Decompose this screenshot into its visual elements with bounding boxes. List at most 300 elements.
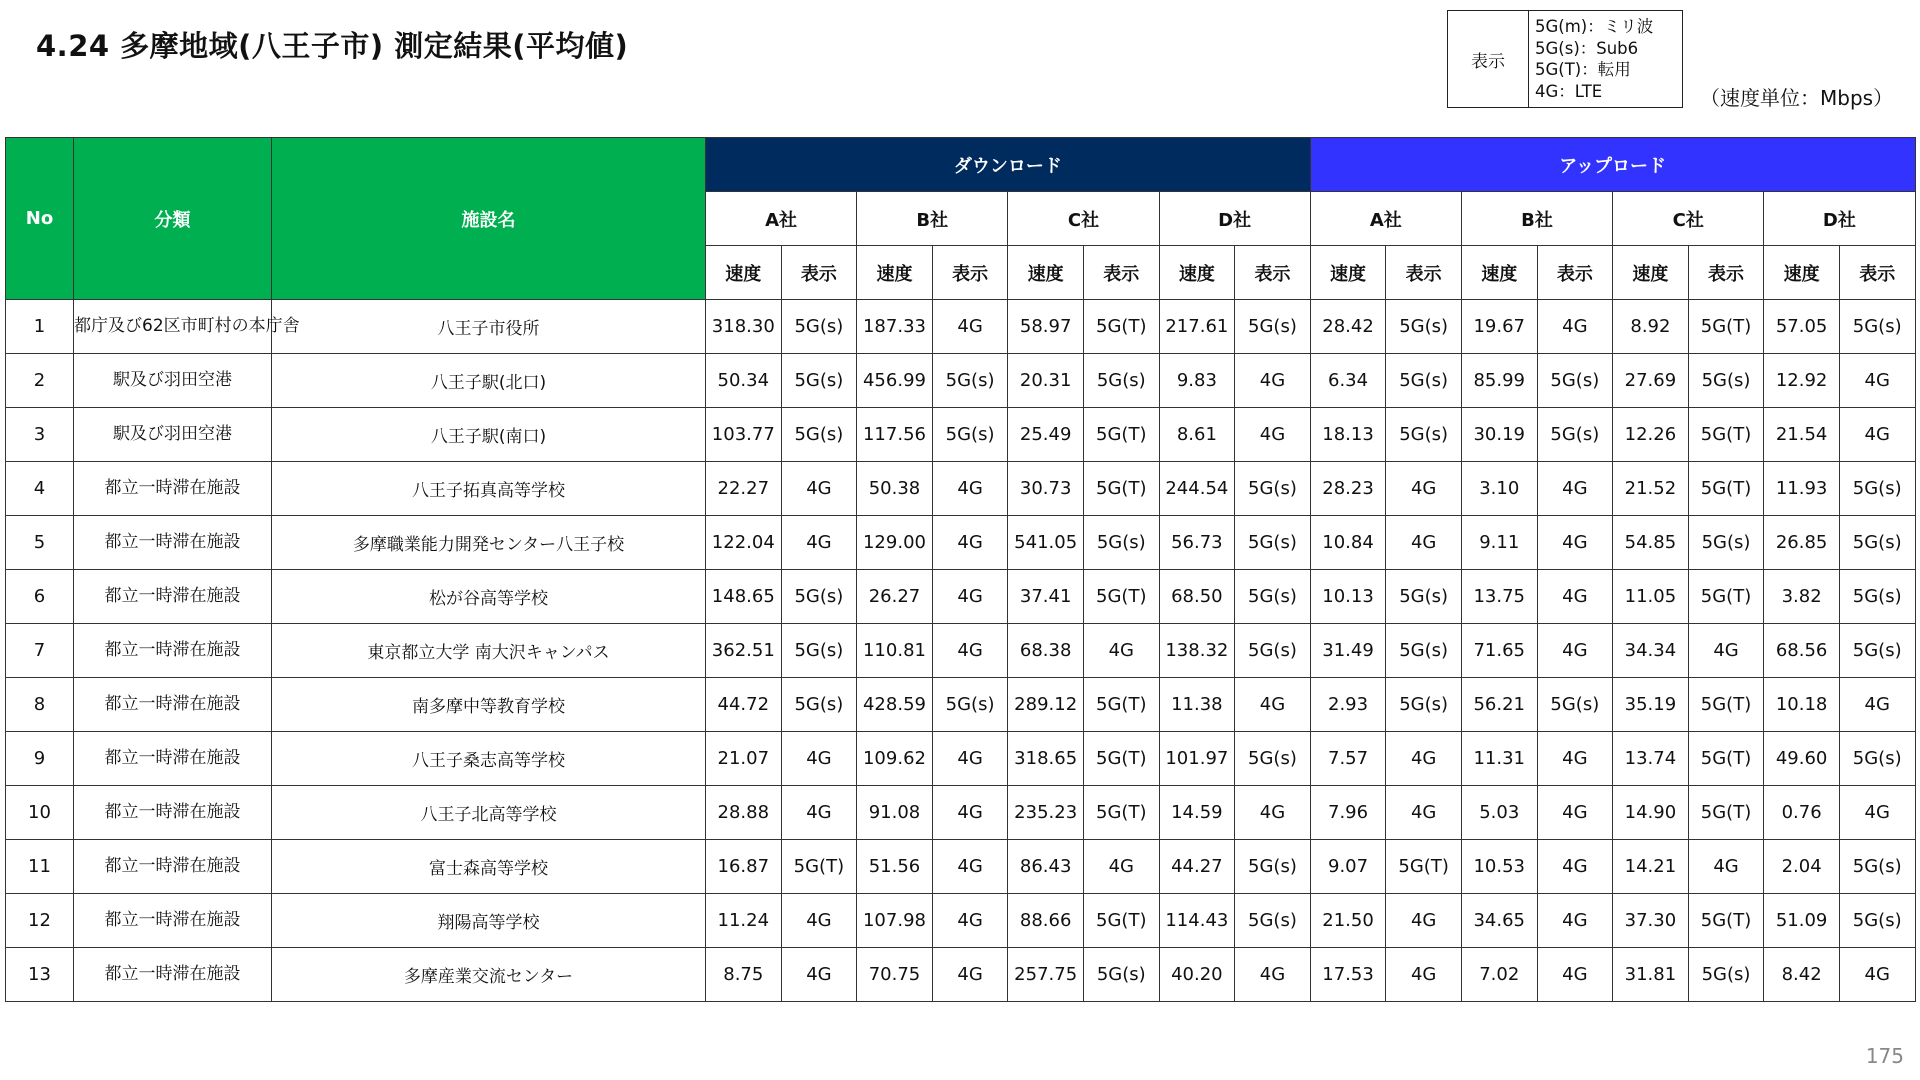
download-display-cell: 5G(s) xyxy=(1235,624,1311,678)
category-cell: 都立一時滞在施設 xyxy=(74,624,272,678)
upload-display-cell: 4G xyxy=(1537,732,1613,786)
table-row xyxy=(6,354,1916,408)
facility-name-cell: 東京都立大学 南大沢キャンパス xyxy=(272,624,706,678)
download-display-cell: 4G xyxy=(932,624,1008,678)
upload-display-cell: 5G(T) xyxy=(1688,786,1764,840)
download-display-cell: 4G xyxy=(1083,624,1159,678)
download-display-cell: 5G(s) xyxy=(781,408,857,462)
upload-speed-cell: 21.52 xyxy=(1613,462,1689,516)
upload-speed-cell: 12.92 xyxy=(1764,354,1840,408)
download-speed-cell: 50.34 xyxy=(706,354,782,408)
header-display: 表示 xyxy=(1386,246,1462,300)
download-speed-cell: 217.61 xyxy=(1159,300,1235,354)
download-speed-cell: 50.38 xyxy=(857,462,933,516)
upload-display-cell: 4G xyxy=(1839,786,1915,840)
category-cell: 都立一時滞在施設 xyxy=(74,462,272,516)
category-cell: 都立一時滞在施設 xyxy=(74,786,272,840)
download-display-cell: 4G xyxy=(781,948,857,1002)
category-cell: 都立一時滞在施設 xyxy=(74,840,272,894)
upload-display-cell: 5G(s) xyxy=(1839,300,1915,354)
download-display-cell: 5G(T) xyxy=(1083,462,1159,516)
upload-display-cell: 4G xyxy=(1537,840,1613,894)
download-speed-cell: 86.43 xyxy=(1008,840,1084,894)
download-display-cell: 5G(T) xyxy=(1083,300,1159,354)
download-display-cell: 5G(T) xyxy=(1083,894,1159,948)
page-title: 4.24 多摩地域(八王子市) 測定結果(平均値) xyxy=(36,29,629,63)
upload-display-cell: 5G(T) xyxy=(1688,732,1764,786)
table-row xyxy=(6,570,1916,624)
upload-speed-cell: 11.93 xyxy=(1764,462,1840,516)
facility-name-cell: 松が谷高等学校 xyxy=(272,570,706,624)
upload-display-cell: 5G(s) xyxy=(1386,570,1462,624)
download-speed-cell: 318.65 xyxy=(1008,732,1084,786)
download-display-cell: 5G(s) xyxy=(781,678,857,732)
upload-display-cell: 4G xyxy=(1688,624,1764,678)
download-display-cell: 5G(s) xyxy=(1235,894,1311,948)
upload-speed-cell: 68.56 xyxy=(1764,624,1840,678)
upload-display-cell: 5G(T) xyxy=(1386,840,1462,894)
header-download: ダウンロード xyxy=(706,138,1311,192)
upload-display-cell: 4G xyxy=(1537,516,1613,570)
download-speed-cell: 26.27 xyxy=(857,570,933,624)
upload-display-cell: 4G xyxy=(1537,462,1613,516)
download-display-cell: 4G xyxy=(932,732,1008,786)
upload-speed-cell: 31.81 xyxy=(1613,948,1689,1002)
table-row xyxy=(6,840,1916,894)
upload-speed-cell: 37.30 xyxy=(1613,894,1689,948)
row-number: 5 xyxy=(6,516,74,570)
upload-speed-cell: 8.92 xyxy=(1613,300,1689,354)
upload-display-cell: 5G(T) xyxy=(1688,570,1764,624)
download-speed-cell: 68.50 xyxy=(1159,570,1235,624)
row-number: 10 xyxy=(6,786,74,840)
upload-speed-cell: 5.03 xyxy=(1461,786,1537,840)
category-cell: 都庁及び62区市町村の本庁舎 xyxy=(74,300,272,354)
upload-speed-cell: 7.57 xyxy=(1310,732,1386,786)
upload-display-cell: 4G xyxy=(1386,894,1462,948)
row-number: 11 xyxy=(6,840,74,894)
download-speed-cell: 114.43 xyxy=(1159,894,1235,948)
download-display-cell: 4G xyxy=(932,462,1008,516)
upload-speed-cell: 6.34 xyxy=(1310,354,1386,408)
upload-speed-cell: 28.42 xyxy=(1310,300,1386,354)
header-speed: 速度 xyxy=(1613,246,1689,300)
upload-display-cell: 4G xyxy=(1537,786,1613,840)
header-display: 表示 xyxy=(1235,246,1311,300)
download-display-cell: 4G xyxy=(1235,408,1311,462)
download-speed-cell: 58.97 xyxy=(1008,300,1084,354)
header-display: 表示 xyxy=(1839,246,1915,300)
facility-name-cell: 翔陽高等学校 xyxy=(272,894,706,948)
row-number: 2 xyxy=(6,354,74,408)
upload-speed-cell: 14.21 xyxy=(1613,840,1689,894)
upload-display-cell: 4G xyxy=(1386,462,1462,516)
upload-display-cell: 5G(s) xyxy=(1386,408,1462,462)
download-speed-cell: 11.24 xyxy=(706,894,782,948)
upload-speed-cell: 56.21 xyxy=(1461,678,1537,732)
download-display-cell: 4G xyxy=(781,786,857,840)
category-cell: 都立一時滞在施設 xyxy=(74,678,272,732)
upload-speed-cell: 10.18 xyxy=(1764,678,1840,732)
upload-display-cell: 4G xyxy=(1839,408,1915,462)
legend-box xyxy=(1447,10,1683,108)
table-row xyxy=(6,300,1916,354)
header-download-company-3: D社 xyxy=(1159,192,1310,246)
upload-display-cell: 5G(T) xyxy=(1688,462,1764,516)
download-display-cell: 5G(s) xyxy=(1235,570,1311,624)
download-display-cell: 4G xyxy=(781,894,857,948)
download-speed-cell: 138.32 xyxy=(1159,624,1235,678)
upload-speed-cell: 30.19 xyxy=(1461,408,1537,462)
legend-item-converted: 5G(T)：転用 xyxy=(1535,60,1631,79)
download-speed-cell: 456.99 xyxy=(857,354,933,408)
download-speed-cell: 244.54 xyxy=(1159,462,1235,516)
upload-speed-cell: 13.75 xyxy=(1461,570,1537,624)
header-upload: アップロード xyxy=(1310,138,1915,192)
table-row xyxy=(6,894,1916,948)
upload-speed-cell: 11.05 xyxy=(1613,570,1689,624)
upload-speed-cell: 12.26 xyxy=(1613,408,1689,462)
download-speed-cell: 257.75 xyxy=(1008,948,1084,1002)
header-display: 表示 xyxy=(1537,246,1613,300)
download-speed-cell: 22.27 xyxy=(706,462,782,516)
upload-speed-cell: 49.60 xyxy=(1764,732,1840,786)
upload-display-cell: 5G(s) xyxy=(1537,408,1613,462)
category-cell: 駅及び羽田空港 xyxy=(74,408,272,462)
upload-speed-cell: 28.23 xyxy=(1310,462,1386,516)
download-speed-cell: 109.62 xyxy=(857,732,933,786)
download-display-cell: 4G xyxy=(1235,786,1311,840)
upload-speed-cell: 54.85 xyxy=(1613,516,1689,570)
upload-speed-cell: 31.49 xyxy=(1310,624,1386,678)
upload-display-cell: 4G xyxy=(1386,786,1462,840)
upload-display-cell: 5G(T) xyxy=(1688,894,1764,948)
download-speed-cell: 428.59 xyxy=(857,678,933,732)
download-display-cell: 4G xyxy=(781,462,857,516)
upload-speed-cell: 13.74 xyxy=(1613,732,1689,786)
download-speed-cell: 11.38 xyxy=(1159,678,1235,732)
upload-display-cell: 5G(s) xyxy=(1537,678,1613,732)
category-cell: 都立一時滞在施設 xyxy=(74,732,272,786)
upload-display-cell: 5G(T) xyxy=(1688,408,1764,462)
upload-speed-cell: 3.10 xyxy=(1461,462,1537,516)
upload-display-cell: 5G(s) xyxy=(1386,300,1462,354)
download-display-cell: 5G(s) xyxy=(932,408,1008,462)
upload-display-cell: 5G(s) xyxy=(1839,840,1915,894)
header-upload-company-3: D社 xyxy=(1764,192,1915,246)
download-display-cell: 4G xyxy=(1235,354,1311,408)
upload-display-cell: 4G xyxy=(1537,948,1613,1002)
download-display-cell: 5G(s) xyxy=(781,570,857,624)
header-upload-company-0: A社 xyxy=(1310,192,1461,246)
download-display-cell: 4G xyxy=(932,786,1008,840)
upload-display-cell: 4G xyxy=(1386,732,1462,786)
download-display-cell: 4G xyxy=(1083,840,1159,894)
table-row xyxy=(6,462,1916,516)
header-speed: 速度 xyxy=(1159,246,1235,300)
download-speed-cell: 117.56 xyxy=(857,408,933,462)
download-speed-cell: 148.65 xyxy=(706,570,782,624)
upload-speed-cell: 71.65 xyxy=(1461,624,1537,678)
header-facility: 施設名 xyxy=(272,138,706,300)
header-no: No xyxy=(6,138,74,300)
download-speed-cell: 68.38 xyxy=(1008,624,1084,678)
download-speed-cell: 318.30 xyxy=(706,300,782,354)
table-row xyxy=(6,516,1916,570)
upload-speed-cell: 10.13 xyxy=(1310,570,1386,624)
download-display-cell: 5G(s) xyxy=(1235,516,1311,570)
category-cell: 都立一時滞在施設 xyxy=(74,894,272,948)
header-speed: 速度 xyxy=(706,246,782,300)
upload-display-cell: 4G xyxy=(1688,840,1764,894)
legend-label: 表示 xyxy=(1448,11,1529,107)
upload-speed-cell: 34.34 xyxy=(1613,624,1689,678)
download-display-cell: 5G(s) xyxy=(1083,948,1159,1002)
facility-name-cell: 八王子北高等学校 xyxy=(272,786,706,840)
download-display-cell: 5G(s) xyxy=(781,300,857,354)
download-speed-cell: 37.41 xyxy=(1008,570,1084,624)
table-row xyxy=(6,732,1916,786)
header-display: 表示 xyxy=(1688,246,1764,300)
download-speed-cell: 44.72 xyxy=(706,678,782,732)
upload-display-cell: 5G(s) xyxy=(1839,516,1915,570)
upload-speed-cell: 11.31 xyxy=(1461,732,1537,786)
header-speed: 速度 xyxy=(1310,246,1386,300)
upload-display-cell: 4G xyxy=(1839,678,1915,732)
facility-name-cell: 八王子拓真高等学校 xyxy=(272,462,706,516)
download-display-cell: 4G xyxy=(781,732,857,786)
download-speed-cell: 40.20 xyxy=(1159,948,1235,1002)
download-display-cell: 5G(s) xyxy=(781,354,857,408)
download-speed-cell: 16.87 xyxy=(706,840,782,894)
category-cell: 駅及び羽田空港 xyxy=(74,354,272,408)
legend-item-sub6: 5G(s)：Sub6 xyxy=(1535,38,1639,58)
upload-display-cell: 4G xyxy=(1537,624,1613,678)
download-display-cell: 5G(s) xyxy=(781,624,857,678)
download-speed-cell: 51.56 xyxy=(857,840,933,894)
download-speed-cell: 25.49 xyxy=(1008,408,1084,462)
upload-speed-cell: 26.85 xyxy=(1764,516,1840,570)
download-display-cell: 5G(T) xyxy=(1083,786,1159,840)
table-body xyxy=(6,300,1916,1002)
facility-name-cell: 富士森高等学校 xyxy=(272,840,706,894)
table-row xyxy=(6,948,1916,1002)
upload-speed-cell: 7.96 xyxy=(1310,786,1386,840)
download-speed-cell: 70.75 xyxy=(857,948,933,1002)
download-display-cell: 5G(s) xyxy=(1235,840,1311,894)
download-display-cell: 5G(s) xyxy=(1083,516,1159,570)
category-cell: 都立一時滞在施設 xyxy=(74,948,272,1002)
upload-display-cell: 4G xyxy=(1537,300,1613,354)
row-number: 3 xyxy=(6,408,74,462)
header-speed: 速度 xyxy=(1008,246,1084,300)
category-cell: 都立一時滞在施設 xyxy=(74,570,272,624)
download-display-cell: 5G(T) xyxy=(1083,732,1159,786)
download-speed-cell: 362.51 xyxy=(706,624,782,678)
row-number: 8 xyxy=(6,678,74,732)
download-speed-cell: 9.83 xyxy=(1159,354,1235,408)
table-row xyxy=(6,678,1916,732)
upload-speed-cell: 21.54 xyxy=(1764,408,1840,462)
facility-name-cell: 多摩産業交流センター xyxy=(272,948,706,1002)
upload-speed-cell: 34.65 xyxy=(1461,894,1537,948)
download-speed-cell: 14.59 xyxy=(1159,786,1235,840)
upload-display-cell: 4G xyxy=(1537,894,1613,948)
header-display: 表示 xyxy=(1083,246,1159,300)
header-display: 表示 xyxy=(932,246,1008,300)
download-speed-cell: 28.88 xyxy=(706,786,782,840)
upload-display-cell: 5G(s) xyxy=(1688,516,1764,570)
download-display-cell: 4G xyxy=(1235,948,1311,1002)
header-download-company-1: B社 xyxy=(857,192,1008,246)
download-display-cell: 4G xyxy=(1235,678,1311,732)
upload-speed-cell: 21.50 xyxy=(1310,894,1386,948)
upload-speed-cell: 3.82 xyxy=(1764,570,1840,624)
row-number: 7 xyxy=(6,624,74,678)
upload-display-cell: 5G(s) xyxy=(1839,732,1915,786)
download-display-cell: 4G xyxy=(781,516,857,570)
header-speed: 速度 xyxy=(857,246,933,300)
upload-display-cell: 5G(T) xyxy=(1688,678,1764,732)
header-speed: 速度 xyxy=(1764,246,1840,300)
download-speed-cell: 8.75 xyxy=(706,948,782,1002)
download-speed-cell: 91.08 xyxy=(857,786,933,840)
download-speed-cell: 88.66 xyxy=(1008,894,1084,948)
download-display-cell: 4G xyxy=(932,948,1008,1002)
download-display-cell: 4G xyxy=(932,894,1008,948)
download-display-cell: 5G(T) xyxy=(1083,408,1159,462)
upload-speed-cell: 17.53 xyxy=(1310,948,1386,1002)
upload-speed-cell: 0.76 xyxy=(1764,786,1840,840)
category-cell: 都立一時滞在施設 xyxy=(74,516,272,570)
page-number: 175 xyxy=(1865,1044,1904,1068)
header-download-company-0: A社 xyxy=(706,192,857,246)
download-speed-cell: 56.73 xyxy=(1159,516,1235,570)
upload-display-cell: 5G(T) xyxy=(1688,300,1764,354)
table-row xyxy=(6,786,1916,840)
upload-speed-cell: 2.93 xyxy=(1310,678,1386,732)
download-speed-cell: 122.04 xyxy=(706,516,782,570)
download-display-cell: 5G(s) xyxy=(1083,354,1159,408)
upload-speed-cell: 27.69 xyxy=(1613,354,1689,408)
facility-name-cell: 八王子市役所 xyxy=(272,300,706,354)
download-speed-cell: 187.33 xyxy=(857,300,933,354)
header-upload-company-2: C社 xyxy=(1613,192,1764,246)
download-display-cell: 5G(T) xyxy=(1083,678,1159,732)
upload-speed-cell: 8.42 xyxy=(1764,948,1840,1002)
download-display-cell: 5G(s) xyxy=(1235,300,1311,354)
download-display-cell: 4G xyxy=(932,840,1008,894)
upload-display-cell: 5G(s) xyxy=(1386,678,1462,732)
download-display-cell: 5G(s) xyxy=(1235,462,1311,516)
legend-items xyxy=(1529,11,1682,107)
upload-speed-cell: 9.07 xyxy=(1310,840,1386,894)
download-speed-cell: 8.61 xyxy=(1159,408,1235,462)
facility-name-cell: 八王子駅(南口) xyxy=(272,408,706,462)
facility-name-cell: 八王子駅(北口) xyxy=(272,354,706,408)
upload-speed-cell: 85.99 xyxy=(1461,354,1537,408)
facility-name-cell: 南多摩中等教育学校 xyxy=(272,678,706,732)
header-category: 分類 xyxy=(74,138,272,300)
header-download-company-2: C社 xyxy=(1008,192,1159,246)
download-display-cell: 5G(s) xyxy=(932,678,1008,732)
download-speed-cell: 110.81 xyxy=(857,624,933,678)
upload-speed-cell: 10.53 xyxy=(1461,840,1537,894)
upload-display-cell: 5G(s) xyxy=(1688,948,1764,1002)
upload-display-cell: 4G xyxy=(1386,948,1462,1002)
row-number: 9 xyxy=(6,732,74,786)
upload-display-cell: 4G xyxy=(1537,570,1613,624)
download-display-cell: 5G(s) xyxy=(932,354,1008,408)
row-number: 13 xyxy=(6,948,74,1002)
upload-speed-cell: 18.13 xyxy=(1310,408,1386,462)
download-speed-cell: 30.73 xyxy=(1008,462,1084,516)
upload-display-cell: 5G(s) xyxy=(1386,624,1462,678)
header-upload-company-1: B社 xyxy=(1461,192,1612,246)
upload-display-cell: 4G xyxy=(1839,354,1915,408)
upload-speed-cell: 9.11 xyxy=(1461,516,1537,570)
upload-display-cell: 5G(s) xyxy=(1839,462,1915,516)
table-row xyxy=(6,408,1916,462)
download-display-cell: 4G xyxy=(932,516,1008,570)
header-display: 表示 xyxy=(781,246,857,300)
unit-note: （速度単位：Mbps） xyxy=(1700,86,1894,110)
upload-speed-cell: 35.19 xyxy=(1613,678,1689,732)
facility-name-cell: 多摩職業能力開発センター八王子校 xyxy=(272,516,706,570)
download-speed-cell: 21.07 xyxy=(706,732,782,786)
upload-speed-cell: 19.67 xyxy=(1461,300,1537,354)
upload-speed-cell: 51.09 xyxy=(1764,894,1840,948)
upload-display-cell: 4G xyxy=(1386,516,1462,570)
download-display-cell: 4G xyxy=(932,300,1008,354)
download-speed-cell: 20.31 xyxy=(1008,354,1084,408)
row-number: 12 xyxy=(6,894,74,948)
upload-speed-cell: 7.02 xyxy=(1461,948,1537,1002)
table-row xyxy=(6,624,1916,678)
row-number: 6 xyxy=(6,570,74,624)
upload-speed-cell: 2.04 xyxy=(1764,840,1840,894)
row-number: 4 xyxy=(6,462,74,516)
download-display-cell: 5G(T) xyxy=(781,840,857,894)
upload-display-cell: 5G(s) xyxy=(1386,354,1462,408)
download-speed-cell: 107.98 xyxy=(857,894,933,948)
header-speed: 速度 xyxy=(1461,246,1537,300)
upload-speed-cell: 57.05 xyxy=(1764,300,1840,354)
legend-item-lte: 4G：LTE xyxy=(1535,81,1603,101)
upload-display-cell: 5G(s) xyxy=(1839,570,1915,624)
upload-display-cell: 4G xyxy=(1839,948,1915,1002)
download-speed-cell: 101.97 xyxy=(1159,732,1235,786)
upload-display-cell: 5G(s) xyxy=(1839,624,1915,678)
download-speed-cell: 541.05 xyxy=(1008,516,1084,570)
upload-display-cell: 5G(s) xyxy=(1839,894,1915,948)
download-speed-cell: 129.00 xyxy=(857,516,933,570)
legend-item-mmwave: 5G(m)：ミリ波 xyxy=(1535,17,1654,36)
row-number: 1 xyxy=(6,300,74,354)
download-speed-cell: 289.12 xyxy=(1008,678,1084,732)
upload-speed-cell: 14.90 xyxy=(1613,786,1689,840)
results-table xyxy=(5,137,1916,1002)
upload-display-cell: 5G(s) xyxy=(1537,354,1613,408)
upload-display-cell: 5G(s) xyxy=(1688,354,1764,408)
upload-speed-cell: 10.84 xyxy=(1310,516,1386,570)
download-speed-cell: 103.77 xyxy=(706,408,782,462)
download-display-cell: 4G xyxy=(932,570,1008,624)
download-speed-cell: 235.23 xyxy=(1008,786,1084,840)
download-speed-cell: 44.27 xyxy=(1159,840,1235,894)
facility-name-cell: 八王子桑志高等学校 xyxy=(272,732,706,786)
download-display-cell: 5G(s) xyxy=(1235,732,1311,786)
